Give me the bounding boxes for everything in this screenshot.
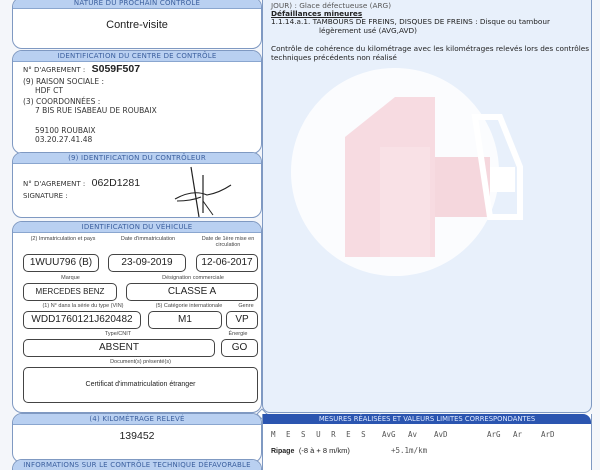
energie-label: Énergie — [228, 331, 248, 337]
controleur-panel — [12, 152, 262, 218]
measure-row-ripage: Ripage (-8 à + 8 m/km) — [271, 446, 350, 455]
col-ar: Ar — [513, 430, 523, 439]
panel-header: NATURE DU PROCHAIN CONTRÔLE — [13, 0, 261, 9]
defect-cut-line: JOUR) : Glace défectueuse (ARG) — [271, 1, 392, 10]
raison-label: (9) RAISON SOCIALE : — [23, 77, 104, 86]
watermark-logo — [285, 57, 525, 297]
documents-field: Certificat d'immatriculation étranger — [23, 367, 258, 403]
col-avd: AvD — [434, 430, 448, 439]
col-av: Av — [408, 430, 418, 439]
genre-field: VP — [226, 311, 258, 329]
ripage-value: +5.1m/km — [391, 446, 428, 455]
minor-defect-item-cont: légèrement usé (AVG,AVD) — [319, 26, 417, 35]
panel-header: IDENTIFICATION DU VÉHICULE — [13, 222, 261, 233]
panel-header: IDENTIFICATION DU CENTRE DE CONTRÔLE — [13, 51, 261, 62]
signature-label: SIGNATURE : — [23, 192, 68, 200]
energie-field: GO — [221, 339, 258, 357]
address-line1: 7 BIS RUE ISABEAU DE ROUBAIX — [35, 106, 157, 115]
marque-label: Marque — [61, 275, 80, 281]
type-field: ABSENT — [23, 339, 215, 357]
categorie-field: M1 — [148, 311, 222, 329]
genre-label: Genre — [238, 303, 254, 309]
panel-header: INFORMATIONS SUR LE CONTRÔLE TECHNIQUE DÉFAVORABLE — [13, 460, 261, 470]
next-control-panel — [12, 0, 262, 49]
measures-columns-label: M E S U R E S — [271, 430, 369, 439]
kilometrage-panel — [12, 413, 262, 463]
vehicule-panel — [12, 221, 262, 413]
col-avg: AvG — [382, 430, 396, 439]
date-first-field: 12-06-2017 — [196, 254, 258, 272]
mileage-note-1: Contrôle de cohérence du kilométrage avec les kilométrages relevés lors des contrôles — [271, 44, 590, 53]
col-arg: ArG — [487, 430, 501, 439]
categorie-label: (5) Catégorie internationale — [155, 303, 223, 309]
informations-panel — [12, 459, 262, 470]
phone: 03.20.27.41.48 — [35, 135, 93, 144]
date-immat-field: 23-09-2019 — [108, 254, 186, 272]
type-label: Type/CNIT — [104, 331, 132, 337]
controleur-agrement-value: 062D1281 — [91, 177, 141, 189]
centre-agrement-value: S059F507 — [91, 63, 141, 75]
panel-header: (4) KILOMÉTRAGE RELEVÉ — [13, 414, 261, 425]
centre-agrement-label: N° D'AGREMENT : — [23, 66, 86, 74]
coord-label: (3) COORDONNÉES : — [23, 97, 101, 106]
minor-defect-item: 1.1.14.a.1. TAMBOURS DE FREINS, DISQUES DE FREINS : Disque ou tambour — [271, 17, 550, 26]
vin-field: WDD1760121J620482 — [23, 311, 141, 329]
documents-label: Document(s) présenté(s) — [110, 359, 171, 365]
immat-label: (2) Immatriculation et pays — [30, 236, 96, 242]
kilometrage-value: 139452 — [119, 430, 155, 442]
col-ard: ArD — [541, 430, 555, 439]
signature-image — [163, 163, 238, 218]
minor-defects-title: Défaillances mineures — [271, 9, 363, 18]
date-first-label: Date de 1ère mise en circulation — [201, 236, 255, 248]
vin-label: (1) N° dans la série du type (VIN) — [42, 303, 124, 309]
left-column — [12, 0, 262, 470]
address-line2: 59100 ROUBAIX — [35, 126, 96, 135]
mileage-note-2: techniques précédents non réalisé — [271, 53, 397, 62]
measures-header: MESURES RÉALISÉES ET VALEURS LIMITES CORRESPONDANTES — [263, 414, 591, 424]
date-immat-label: Date d'immatriculation — [120, 236, 176, 242]
designation-field: CLASSE A — [126, 283, 258, 301]
immat-field: 1WUU796 (B) — [23, 254, 99, 272]
next-control-value: Contre-visite — [106, 19, 168, 31]
defects-panel — [262, 0, 592, 413]
centre-panel — [12, 50, 262, 154]
controleur-agrement-label: N° D'AGREMENT : — [23, 180, 86, 188]
designation-label: Désignation commerciale — [162, 275, 224, 281]
raison-value: HDF CT — [35, 86, 63, 95]
marque-field: MERCEDES BENZ — [23, 283, 117, 301]
panel-header: (9) IDENTIFICATION DU CONTRÔLEUR — [13, 153, 261, 164]
measures-panel — [262, 414, 592, 470]
